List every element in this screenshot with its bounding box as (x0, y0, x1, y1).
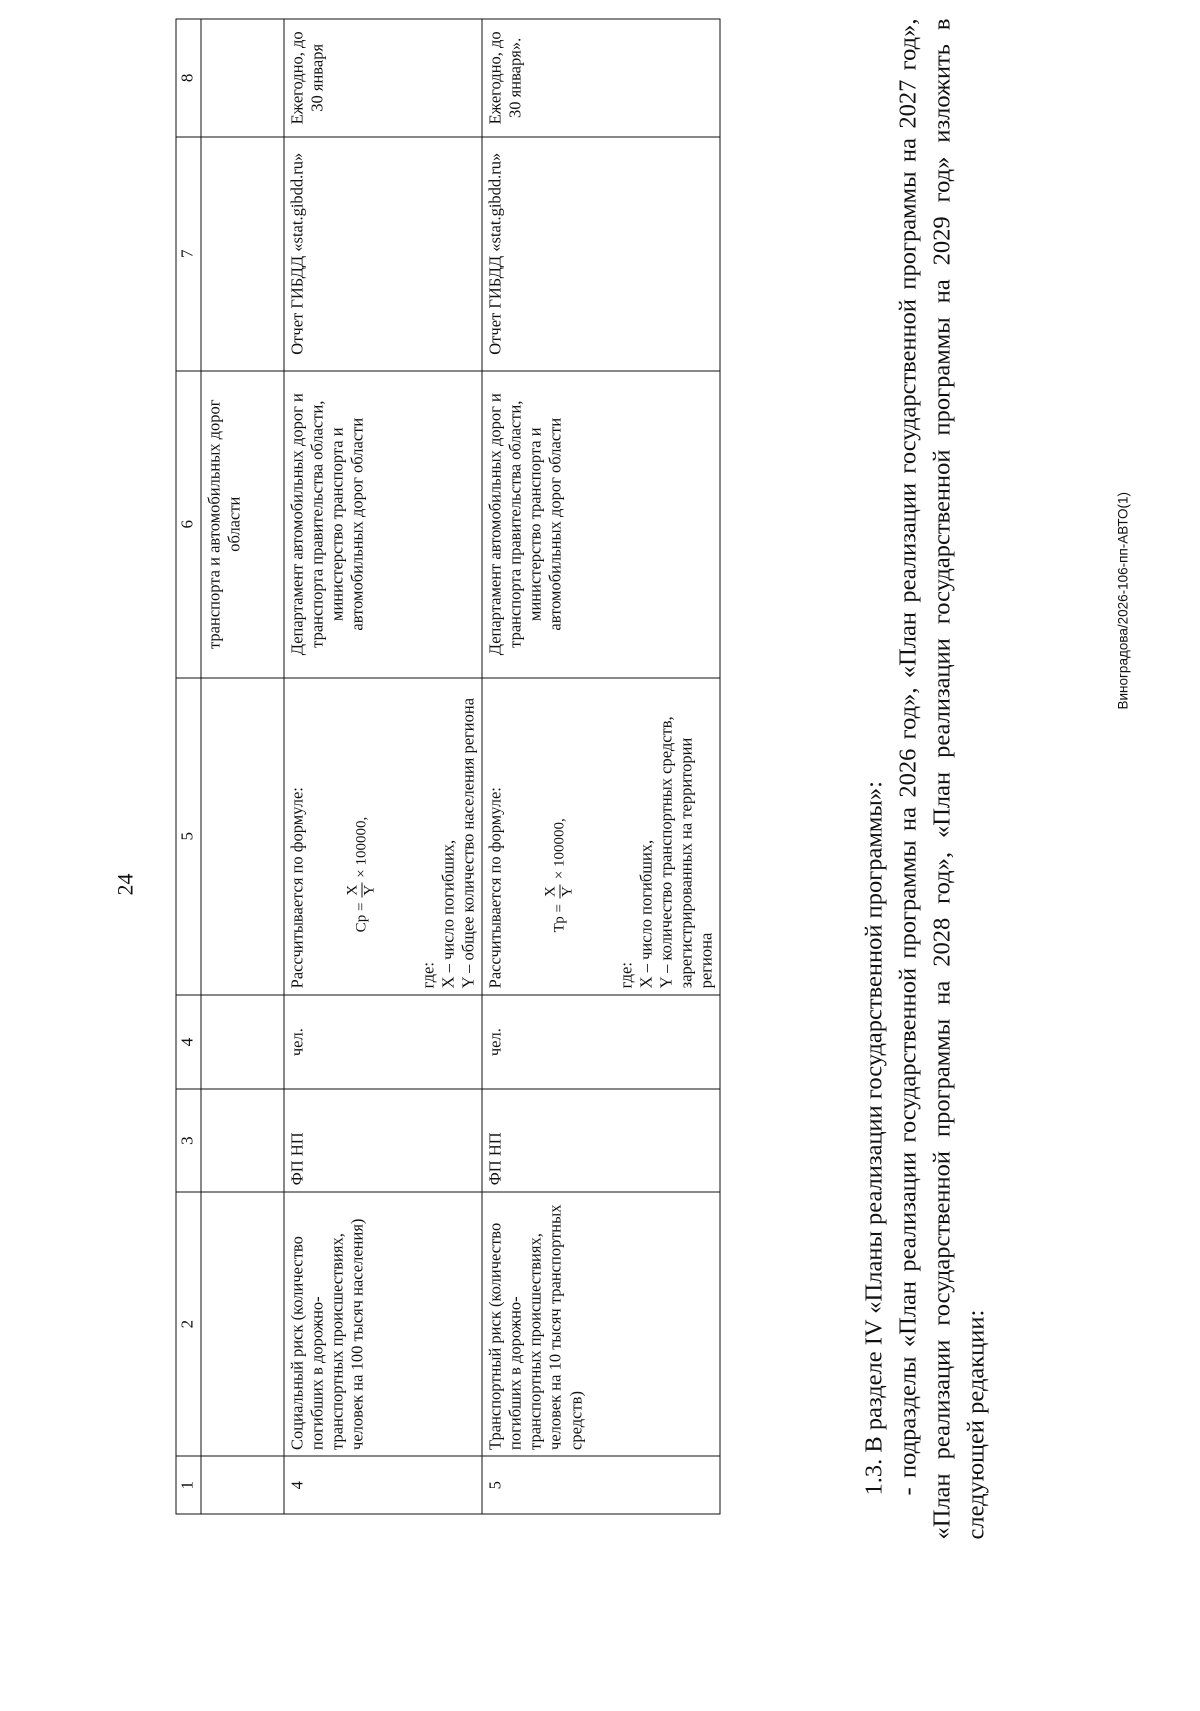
formula-lhs: Ср = (353, 902, 370, 932)
paragraph-section-heading: 1.3. В разделе IV «Планы реализации государственной программы»: (860, 780, 887, 1495)
table-cell (201, 677, 284, 994)
responsible: Департамент автомобильных дорог и транспорта правительства области, министерство транспорта и автомобильных дорог области (284, 370, 482, 677)
table-cell (201, 994, 284, 1089)
column-number: 4 (176, 994, 201, 1089)
column-number: 5 (176, 677, 201, 994)
method-intro: Рассчитывается по формуле: (287, 786, 306, 988)
table-cell (201, 1191, 284, 1456)
body-text (857, 18, 993, 1539)
document-footer: Виноградова/2026-106-пп-АВТО(1) (1115, 491, 1130, 709)
formula-fraction (345, 882, 378, 897)
responsible: Департамент автомобильных дорог и транспорта правительства области, министерство транспорта и автомобильных дорог области (482, 370, 720, 677)
column-number: 2 (176, 1191, 201, 1456)
unit: чел. (482, 994, 720, 1089)
definition-y: Y – общее количество населения региона (457, 697, 477, 988)
formula-numerator: X (542, 885, 559, 897)
method-intro: Рассчитывается по формуле: (485, 786, 504, 988)
page-number: 24 (112, 873, 137, 895)
table-cell (201, 1089, 284, 1191)
where-label: где: (615, 961, 635, 988)
table-cell (201, 1456, 284, 1514)
column-number: 7 (176, 136, 201, 370)
table-row (284, 19, 482, 1514)
formula-rhs: × 100000, (551, 817, 568, 879)
data-source: Отчет ГИБДД «stat.gibdd.ru» (284, 136, 482, 370)
formula-numerator: X (344, 884, 361, 896)
indicator-type: ФП НП (482, 1089, 720, 1191)
carry-over-responsible: транспорта и автомобильных дорог области (201, 370, 284, 677)
deadline: Ежегодно, до 30 января (284, 19, 482, 137)
definition-x: X – число погибших, (437, 839, 457, 988)
calculation-method (482, 677, 720, 994)
formula-denominator: Y (360, 884, 377, 896)
calculation-method (284, 677, 482, 994)
table-row (482, 19, 720, 1514)
data-source: Отчет ГИБДД «stat.gibdd.ru» (482, 136, 720, 370)
definition-x: X – число погибших, (635, 839, 655, 988)
formula (345, 684, 378, 932)
formula-rhs: × 100000, (353, 816, 370, 878)
formula-fraction (543, 884, 576, 899)
formula-lhs: Тр = (551, 903, 568, 932)
deadline: Ежегодно, до 30 января». (482, 19, 720, 137)
table-cell (201, 19, 284, 137)
column-number: 1 (176, 1456, 201, 1514)
column-number: 6 (176, 370, 201, 677)
indicator-type: ФП НП (284, 1089, 482, 1191)
indicator-name: Транспортный риск (количество погибших в дорожно-транспортных происшествиях, человек на 10 тысяч транспортных средств) (482, 1191, 720, 1456)
column-number-row (176, 19, 201, 1514)
definition-y: Y – количество транспортных средств, зарегистрированных на территории региона (655, 715, 716, 988)
formula-denominator: Y (558, 885, 575, 897)
paragraph-subsections: - подразделы «План реализации государственной программы на 2026 год», «План реализации государственной программы на 2027 год», «План реализации государственной программы на 2028 год», «План реализации государственной программы на 2029 год» изложить в следующей редакции: (894, 18, 989, 1539)
indicator-name: Социальный риск (количество погибших в дорожно-транспортных происшествиях, человек на 100 тысяч населения) (284, 1191, 482, 1456)
column-number: 3 (176, 1089, 201, 1191)
row-number: 4 (284, 1456, 482, 1514)
unit: чел. (284, 994, 482, 1089)
column-number: 8 (176, 19, 201, 137)
where-label: где: (417, 961, 437, 988)
row-number: 5 (482, 1456, 720, 1514)
indicators-table (175, 18, 720, 1514)
carry-over-row (201, 19, 284, 1514)
formula (543, 684, 576, 932)
table-cell (201, 136, 284, 370)
